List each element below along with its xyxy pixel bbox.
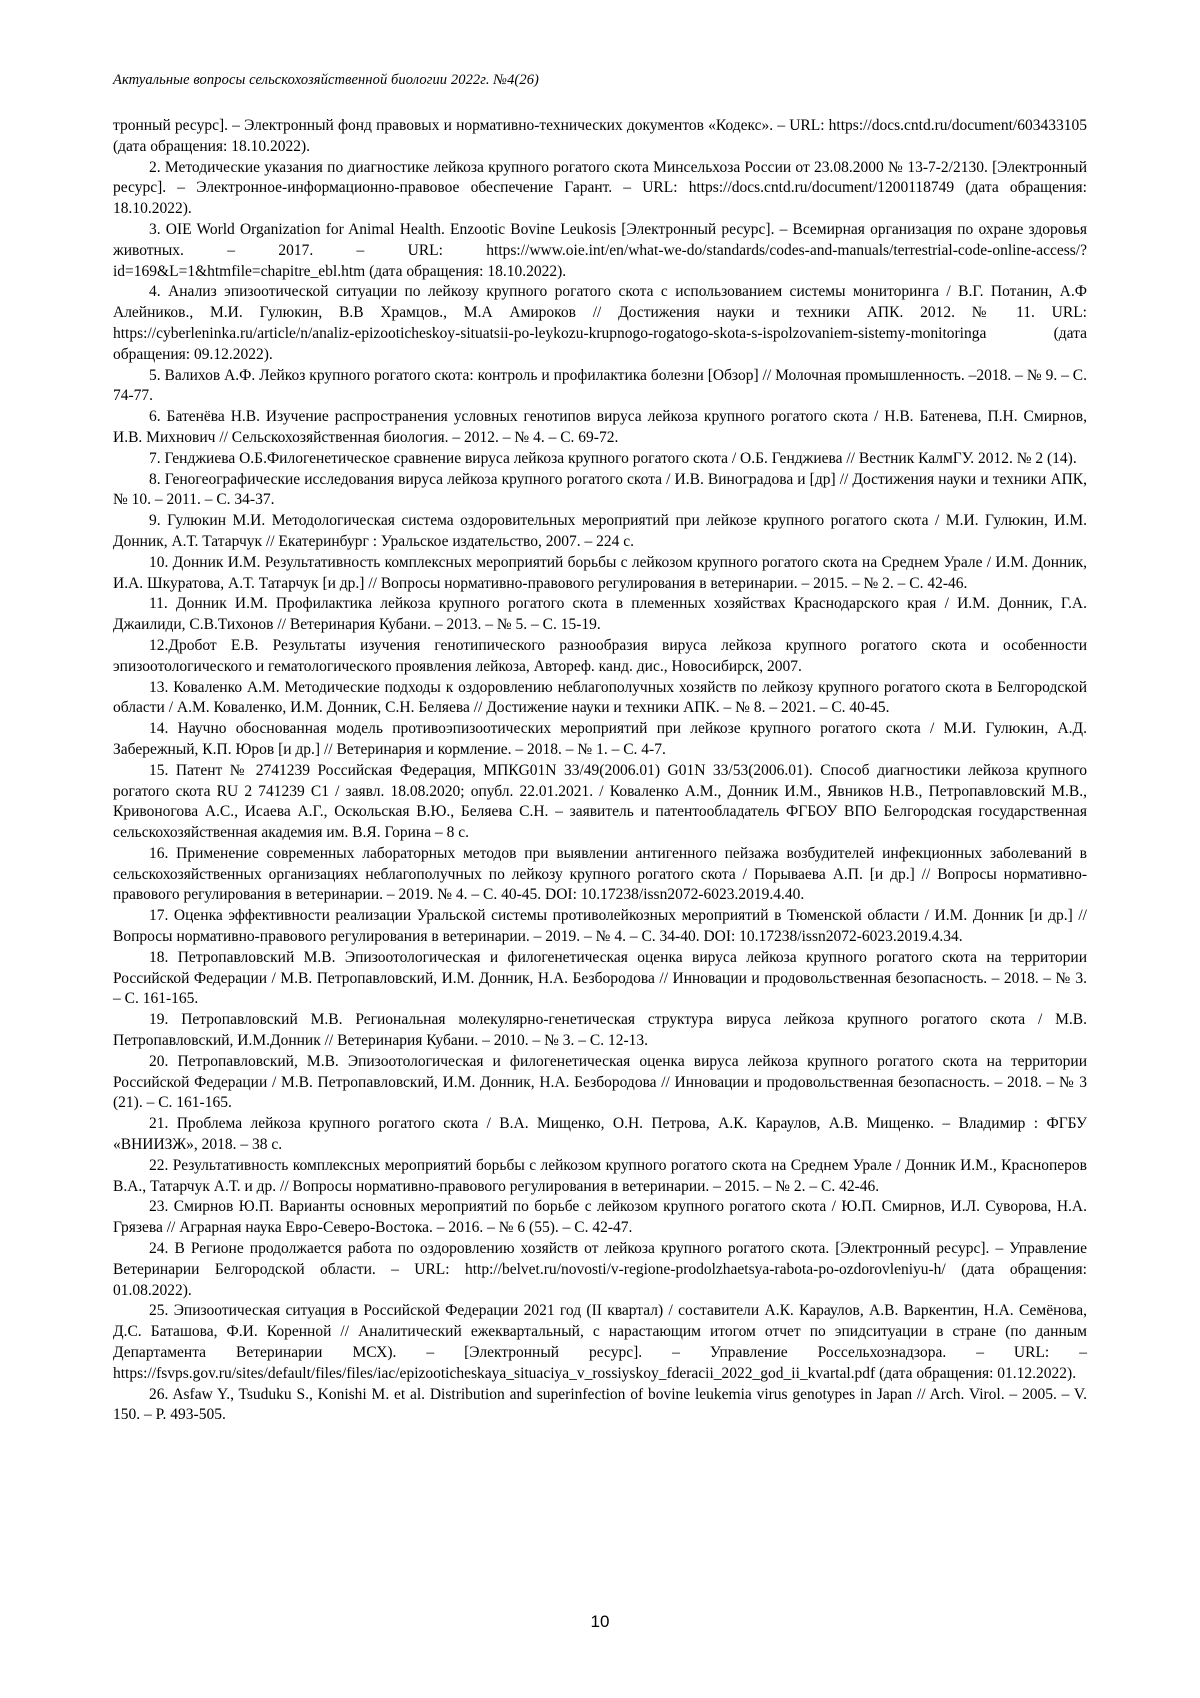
reference-item-7: 7. Генджиева О.Б.Филогенетическое сравнение вируса лейкоза крупного рогатого скота / О.Б. Генджиева // Вестник КалмГУ. 2012. № 2 (14).: [149, 449, 1077, 467]
reference-continuation: тронный ресурс]. – Электронный фонд правовых и нормативно-технических документов «Кодекс». – URL: https://docs.cntd.ru/document/603433105 (дата обращения: 18.10.2022).: [113, 117, 1087, 155]
reference-item-20: 20. Петропавловский, М.В. Эпизоотологическая и филогенетическая оценка вируса лейкоза крупного рогатого скота на территории Российской Федерации / М.В. Петропавловский, И.М. Донник, Н.А. Безбородова // Инновации и продовольственная безопасность. – 2018. – № 3 (21). – С. 161-165.: [113, 1052, 1087, 1112]
reference-item-9: 9. Гулюкин М.И. Методологическая система оздоровительных мероприятий при лейкозе крупного рогатого скота / М.И. Гулюкин, И.М. Донник, А.Т. Татарчук // Екатеринбург : Уральское издательство, 2007. – 224 с.: [113, 512, 1087, 550]
reference-item-5: 5. Валихов А.Ф. Лейкоз крупного рогатого скота: контроль и профилактика болезни [Обзор] // Молочная промышленность. –2018. – № 9. – С. 74-77.: [113, 366, 1087, 405]
reference-item-8: 8. Геногеографические исследования вируса лейкоза крупного рогатого скота / И.В. Виноградова и [др] // Достижения науки и техники АПК, № 10. – 2011. – С. 34-37.: [113, 470, 1087, 509]
running-header: Актуальные вопросы сельскохозяйственной биологии 2022г. №4(26): [113, 72, 539, 88]
reference-item-19: 19. Петропавловский М.В. Региональная молекулярно-генетическая структура вируса лейкоза крупного рогатого скота / М.В. Петропавловский, И.М.Донник // Ветеринария Кубани. – 2010. – № 3. – С. 12-13.: [113, 1011, 1087, 1050]
reference-item-23: 23. Смирнов Ю.П. Варианты основных мероприятий по борьбе с лейкозом крупного рогатого скота / Ю.П. Смирнов, И.Л. Суворова, Н.А. Грязева // Аграрная наука Евро-Северо-Востока. – 2016. – № 6 (55). – С. 42-47.: [113, 1198, 1087, 1237]
reference-item-13: 13. Коваленко А.М. Методические подходы к оздоровлению неблагополучных хозяйств по лейкозу крупного рогатого скота в Белгородской области / А.М. Коваленко, И.М. Донник, С.Н. Беляева // Достижение науки и техники АПК. – № 8. – 2021. – С. 40-45.: [113, 678, 1087, 717]
reference-list: [113, 116, 1087, 1426]
reference-item-25: 25. Эпизоотическая ситуация в Российской Федерации 2021 год (II квартал) / составители А.К. Караулов, А.В. Варкентин, Н.А. Семёнова, Д.С. Баташова, Ф.И. Коренной // Аналитический ежеквартальный, с нарастающим итогом отчет по эпидситуации в стране (по данным Департамента Ветеринарии МСХ). – [Электронный ресурс]. – Управление Россельхознадзора. – URL: – https://fsvps.gov.ru/sites/default/files/files/iac/epizooticheskaya_situaciya_v_rossiyskoy_fderacii_2022_god_ii_kvartal.pdf (дата обращения: 01.12.2022).: [113, 1302, 1087, 1382]
reference-item-12: 12.Дробот Е.В. Результаты изучения генотипического разнообразия вируса лейкоза крупного рогатого скота и особенности эпизоотологического и гематологического проявления лейкоза, Автореф. канд. дис., Новосибирск, 2007.: [113, 636, 1087, 675]
reference-item-6: 6. Батенёва Н.В. Изучение распространения условных генотипов вируса лейкоза крупного рогатого скота / Н.В. Батенева, П.Н. Смирнов, И.В. Михнович // Сельскохозяйственная биология. – 2012. – № 4. – С. 69-72.: [113, 408, 1087, 446]
reference-item-17: 17. Оценка эффективности реализации Уральской системы противолейкозных мероприятий в Тюменской области / И.М. Донник [и др.] // Вопросы нормативно-правового регулирования в ветеринарии. – 2019. – № 4. – С. 34-40. DOI: 10.17238/issn2072-6023.2019.4.34.: [113, 907, 1087, 946]
reference-item-26: 26. Asfaw Y., Tsuduku S., Konishi M. et al. Distribution and superinfection of bovine leukemia virus genotypes in Japan // Arch. Virol. – 2005. – V. 150. – P. 493-505.: [113, 1385, 1087, 1424]
page-number: 10: [590, 1612, 610, 1631]
reference-item-4: 4. Анализ эпизоотической ситуации по лейкозу крупного рогатого скота с использованием системы мониторинга / В.Г. Потанин, А.Ф Алейников., М.И. Гулюкин, В.В Храмцов., М.А Амироков // Достижения науки и техники АПК. 2012. № 11. URL: https://cyberleninka.ru/article/n/analiz-epizooticheskoy-situatsii-po-leykozu-krupnogo-rogatogo-skota-s-ispolzovaniem-sistemy-monitoringa (дата обращения: 09.12.2022).: [113, 283, 1087, 363]
reference-item-22: 22. Результативность комплексных мероприятий борьбы с лейкозом крупного рогатого скота на Среднем Урале / Донник И.М., Красноперов В.А., Татарчук А.Т. и др. // Вопросы нормативно-правового регулирования в ветеринарии. – 2015. – № 2. – С. 42-46.: [113, 1156, 1087, 1195]
reference-item-3: 3. OIE World Organization for Animal Health. Enzootic Bovine Leukosis [Электронный ресурс]. – Всемирная организация по охране здоровья животных. – 2017. – URL: https://www.oie.int/en/what-we-do/standards/codes-and-manuals/terrestrial-code-online-access/?id=169&L=1&htmfile=chapitre_ebl.htm (дата обращения: 18.10.2022).: [113, 220, 1087, 280]
reference-item-15: 15. Патент № 2741239 Российская Федерация, МПКG01N 33/49(2006.01) G01N 33/53(2006.01). Способ диагностики лейкоза крупного рогатого скота RU 2 741239 C1 / заявл. 18.08.2020; опубл. 22.01.2021. / Коваленко А.М., Донник И.М., Явников Н.В., Петропавловский М.В., Кривоногова А.С., Исаева А.Г., Оскольская В.Ю., Беляева С.Н. – заявитель и патентообладатель ФГБОУ ВПО Белгородская государственная сельскохозяйственная академия им. В.Я. Горина – 8 с.: [113, 761, 1087, 842]
reference-item-24: 24. В Регионе продолжается работа по оздоровлению хозяйств от лейкоза крупного рогатого скота. [Электронный ресурс]. – Управление Ветеринарии Белгородской области. – URL: http://belvet.ru/novosti/v-regione-prodolzhaetsya-rabota-po-ozdorovleniyu-h/ (дата обращения: 01.08.2022).: [113, 1240, 1087, 1299]
reference-item-11: 11. Донник И.М. Профилактика лейкоза крупного рогатого скота в племенных хозяйствах Краснодарского края / И.М. Донник, Г.А. Джаилиди, С.В.Тихонов // Ветеринария Кубани. – 2013. – № 5. – С. 15-19.: [113, 595, 1087, 634]
reference-item-18: 18. Петропавловский М.В. Эпизоотологическая и филогенетическая оценка вируса лейкоза крупного рогатого скота на территории Российской Федерации / М.В. Петропавловский, И.М. Донник, Н.А. Безбородова // Инновации и продовольственная безопасность. – 2018. – № 3. – С. 161-165.: [113, 948, 1087, 1008]
reference-item-2: 2. Методические указания по диагностике лейкоза крупного рогатого скота Минсельхоза России от 23.08.2000 № 13-7-2/2130. [Электронный ресурс]. – Электронное-информационно-правовое обеспечение Гарант. – URL: https://docs.cntd.ru/document/1200118749 (дата обращения: 18.10.2022).: [113, 158, 1087, 218]
reference-item-21: 21. Проблема лейкоза крупного рогатого скота / В.А. Мищенко, О.Н. Петрова, А.К. Караулов, А.В. Мищенко. – Владимир : ФГБУ «ВНИИЗЖ», 2018. – 38 с.: [113, 1115, 1087, 1154]
reference-item-16: 16. Применение современных лабораторных методов при выявлении антигенного пейзажа возбудителей инфекционных заболеваний в сельскохозяйственных организациях неблагополучных по лейкозу крупного рогатого скота / Порываева А.П. [и др.] // Вопросы нормативно-правового регулирования в ветеринарии. – 2019. № 4. – С. 40-45. DOI: 10.17238/issn2072-6023.2019.4.40.: [113, 844, 1087, 904]
reference-item-10: 10. Донник И.М. Результативность комплексных мероприятий борьбы с лейкозом крупного рогатого скота на Среднем Урале / И.М. Донник, И.А. Шкуратова, А.Т. Татарчук [и др.] // Вопросы нормативно-правового регулирования в ветеринарии. – 2015. – № 2. – С. 42-46.: [113, 553, 1087, 592]
reference-item-14: 14. Научно обоснованная модель противоэпизоотических мероприятий при лейкозе крупного рогатого скота / М.И. Гулюкин, А.Д. Забережный, К.П. Юров [и др.] // Ветеринария и кормление. – 2018. – № 1. – С. 4-7.: [113, 720, 1087, 758]
